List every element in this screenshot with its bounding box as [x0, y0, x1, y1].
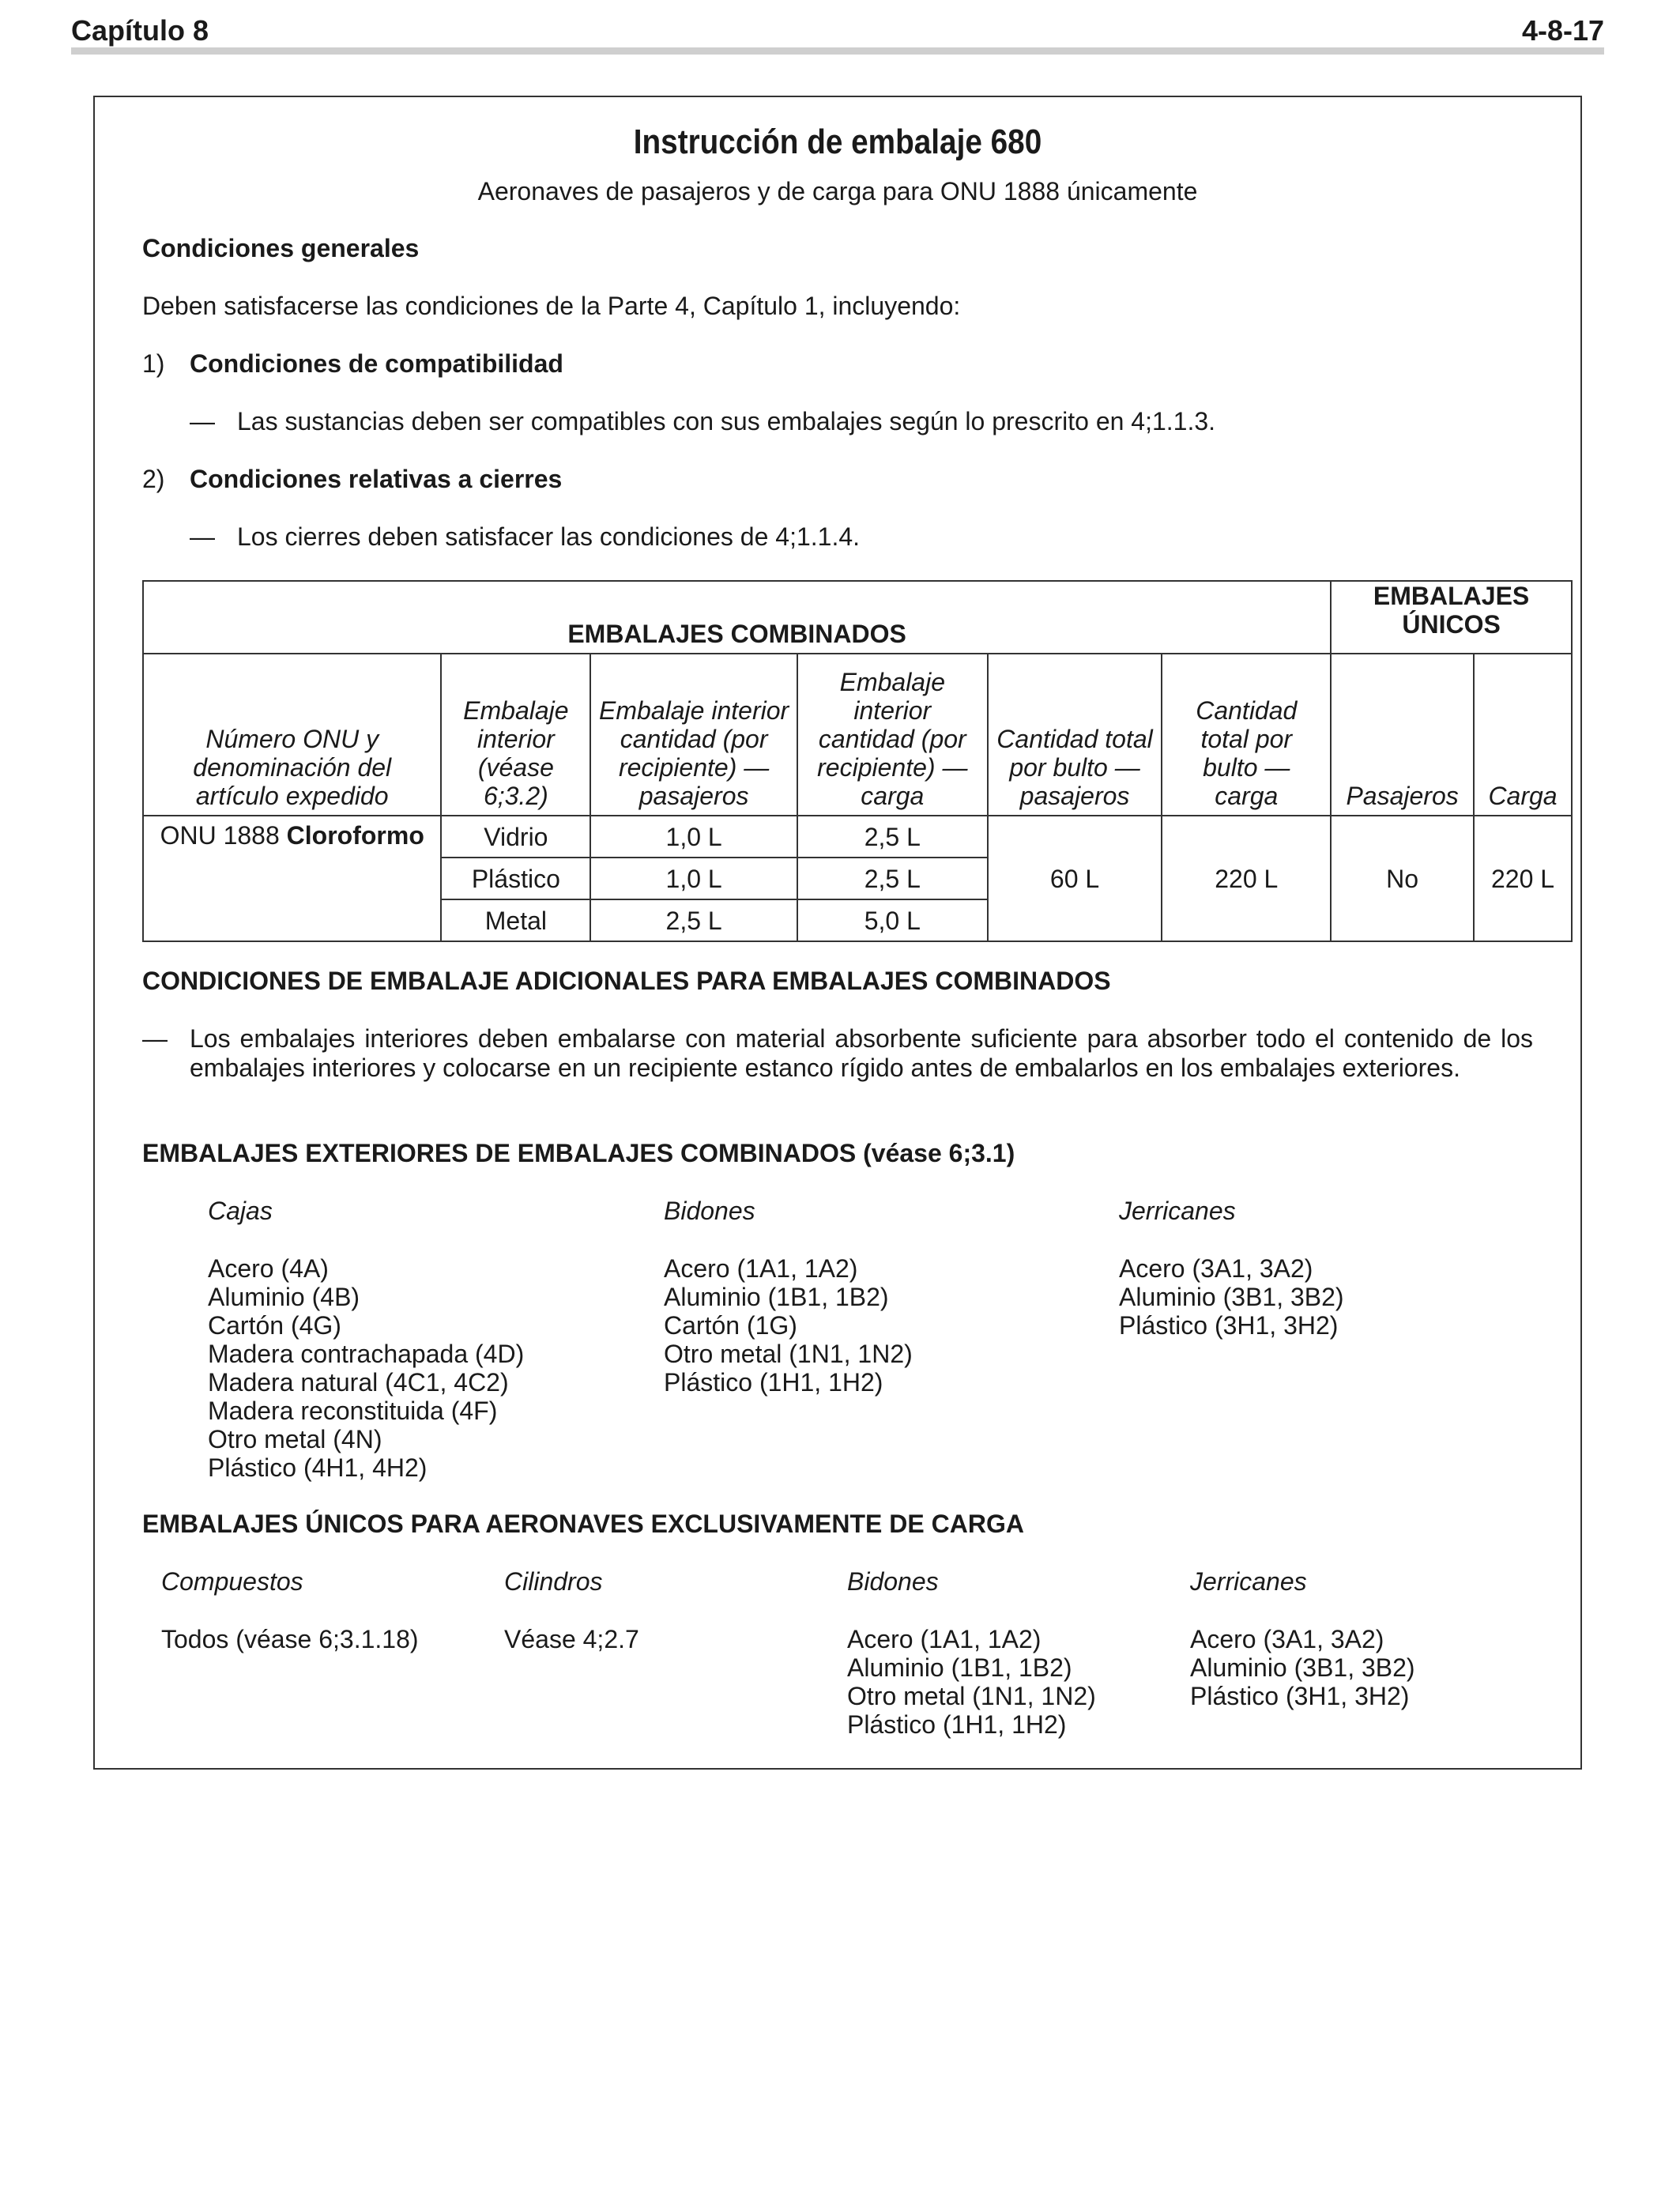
- col-header-line: artículo expedido: [195, 782, 389, 810]
- col-header-line: carga: [861, 782, 925, 810]
- additional-dash: —: [142, 1024, 168, 1053]
- substance-name: Cloroformo: [286, 821, 424, 850]
- col-header-inner-qty-cargo: [797, 654, 988, 816]
- un-number-cell: [143, 816, 441, 941]
- condition-1-number: 1): [142, 349, 165, 378]
- condition-1-detail: [190, 407, 1573, 436]
- col-header-line: Embalaje: [463, 696, 569, 725]
- list-item: Aluminio (3B1, 3B2): [1119, 1283, 1344, 1311]
- total-cargo-cell: 220 L: [1162, 816, 1331, 941]
- col-header-line: Carga: [1488, 782, 1558, 810]
- additional-conditions-item: [142, 1024, 1533, 1083]
- list-item: Madera contrachapada (4D): [208, 1340, 525, 1368]
- col-header-line: Pasajeros: [1346, 782, 1459, 810]
- col-header-total-cargo: [1162, 654, 1331, 816]
- list-item: Aluminio (1B1, 1B2): [847, 1653, 1072, 1682]
- condition-1-label: Condiciones de compatibilidad: [190, 349, 563, 378]
- single-column-cylinders: [504, 1567, 639, 1653]
- single-header-line-2: ÚNICOS: [1402, 610, 1501, 639]
- list-item: Todos (véase 6;3.1.18): [161, 1625, 419, 1653]
- single-column-composites: [161, 1567, 419, 1653]
- col-header-line: Número ONU y: [205, 725, 379, 753]
- page-subtitle: Aeronaves de pasajeros y de carga para ONU 1888 únicamente: [477, 177, 1198, 205]
- additional-text: Los embalajes interiores deben embalarse con material absorbente suficiente para absorber todo el contenido de los embalajes interiores y colocarse en un recipiente estanco rígido antes de embalarlos en los embalajes exteriores.: [190, 1024, 1533, 1082]
- col-header-line: bulto —: [1203, 753, 1290, 782]
- condition-2-detail: [190, 522, 1573, 552]
- combined-packagings-header: EMBALAJES COMBINADOS: [143, 581, 1331, 654]
- un-number: ONU 1888: [160, 821, 287, 850]
- column-title: Compuestos: [161, 1567, 303, 1596]
- packaging-table: [142, 580, 1573, 942]
- single-header-line-1: EMBALAJES: [1373, 582, 1530, 610]
- condition-1-dash: —: [190, 407, 215, 435]
- table-column-header-row: [143, 654, 1572, 816]
- list-item: Otro metal (1N1, 1N2): [664, 1340, 913, 1368]
- col-header-line: 6;3.2): [483, 782, 548, 810]
- column-title: Bidones: [847, 1567, 939, 1596]
- page-title: Instrucción de embalaje 680: [633, 123, 1042, 161]
- list-item: Plástico (3H1, 3H2): [1190, 1682, 1410, 1710]
- col-header-line: (véase: [477, 753, 554, 782]
- qty-cargo-cell: 5,0 L: [797, 899, 988, 941]
- col-header-inner-packaging: [441, 654, 590, 816]
- list-item: Plástico (1H1, 1H2): [847, 1710, 1067, 1739]
- list-item: Otro metal (1N1, 1N2): [847, 1682, 1096, 1710]
- list-item: Acero (4A): [208, 1254, 329, 1283]
- column-title: Cilindros: [504, 1567, 603, 1596]
- header-rule: [71, 47, 1604, 55]
- condition-2-dash: —: [190, 522, 215, 551]
- packaging-cell: Plástico: [441, 858, 590, 899]
- total-pax-cell: 60 L: [988, 816, 1162, 941]
- col-header-line: recipiente) —: [618, 753, 770, 782]
- page-number: 4-8-17: [1521, 14, 1604, 47]
- outer-column-boxes: [208, 1197, 524, 1482]
- col-header-single-cargo: [1474, 654, 1572, 816]
- running-header: [71, 0, 1604, 54]
- qty-cargo-cell: 2,5 L: [797, 816, 988, 858]
- qty-pax-cell: 1,0 L: [590, 858, 797, 899]
- list-item: Otro metal (4N): [208, 1425, 382, 1453]
- list-item: Aluminio (4B): [208, 1283, 360, 1311]
- list-item: Plástico (3H1, 3H2): [1119, 1311, 1339, 1340]
- col-header-un-number: [143, 654, 441, 816]
- qty-pax-cell: 2,5 L: [590, 899, 797, 941]
- col-header-total-passengers: [988, 654, 1162, 816]
- condition-2: [142, 465, 1573, 494]
- list-item: Plástico (1H1, 1H2): [664, 1368, 883, 1397]
- column-title: Cajas: [208, 1197, 273, 1225]
- col-header-line: carga: [1215, 782, 1279, 810]
- packaging-cell: Metal: [441, 899, 590, 941]
- column-title: Jerricanes: [1119, 1197, 1236, 1225]
- col-header-line: denominación del: [193, 753, 392, 782]
- col-header-line: interior: [853, 696, 932, 725]
- column-title: Jerricanes: [1190, 1567, 1307, 1596]
- column-title: Bidones: [664, 1197, 755, 1225]
- single-packagings-header: [1331, 581, 1572, 654]
- condition-1-text: Las sustancias deben ser compatibles con sus embalajes según lo prescrito en 4;1.1.3.: [237, 407, 1216, 435]
- list-item: Acero (3A1, 3A2): [1119, 1254, 1313, 1283]
- single-column-drums: [847, 1567, 1096, 1739]
- list-item: Plástico (4H1, 4H2): [208, 1453, 428, 1482]
- single-pax-cell: No: [1331, 816, 1474, 941]
- outer-packagings-heading: EMBALAJES EXTERIORES DE EMBALAJES COMBINADOS (véase 6;3.1): [142, 1139, 1015, 1167]
- col-header-line: total por: [1200, 725, 1293, 753]
- col-header-line: cantidad (por: [818, 725, 966, 753]
- col-header-line: Embalaje interior: [599, 696, 789, 725]
- col-header-inner-qty-passengers: [590, 654, 797, 816]
- condition-2-label: Condiciones relativas a cierres: [190, 465, 563, 493]
- qty-pax-cell: 1,0 L: [590, 816, 797, 858]
- col-header-line: cantidad (por: [620, 725, 768, 753]
- list-item: Madera reconstituida (4F): [208, 1397, 498, 1425]
- list-item: Cartón (1G): [664, 1311, 797, 1340]
- chapter-label: Capítulo 8: [71, 14, 209, 47]
- col-header-line: interior: [477, 725, 555, 753]
- qty-cargo-cell: 2,5 L: [797, 858, 988, 899]
- additional-conditions-heading: CONDICIONES DE EMBALAJE ADICIONALES PARA EMBALAJES COMBINADOS: [142, 967, 1111, 995]
- list-item: Véase 4;2.7: [504, 1625, 639, 1653]
- single-packagings-lists: [161, 1567, 1576, 1749]
- general-conditions-intro: Deben satisfacerse las condiciones de la Parte 4, Capítulo 1, incluyendo:: [142, 292, 961, 320]
- table-group-header-row: [143, 581, 1572, 654]
- col-header-single-passengers: [1331, 654, 1474, 816]
- outer-column-drums: [664, 1197, 913, 1397]
- col-header-line: pasajeros: [638, 782, 749, 810]
- col-header-line: Embalaje: [839, 668, 945, 696]
- col-header-line: pasajeros: [1019, 782, 1130, 810]
- col-header-line: por bulto —: [1009, 753, 1140, 782]
- col-header-line: Cantidad: [1196, 696, 1298, 725]
- condition-1: [142, 349, 1573, 379]
- list-item: Aluminio (1B1, 1B2): [664, 1283, 889, 1311]
- single-column-jerricans: [1190, 1567, 1415, 1710]
- general-conditions-heading: Condiciones generales: [142, 234, 420, 262]
- col-header-line: Cantidad total: [996, 725, 1153, 753]
- table-row: [143, 816, 1572, 858]
- outer-packagings-lists: [208, 1197, 1583, 1489]
- list-item: Acero (1A1, 1A2): [847, 1625, 1042, 1653]
- outer-column-jerricans: [1119, 1197, 1344, 1340]
- condition-2-number: 2): [142, 465, 165, 493]
- single-packagings-heading: EMBALAJES ÚNICOS PARA AERONAVES EXCLUSIVAMENTE DE CARGA: [142, 1510, 1024, 1538]
- list-item: Aluminio (3B1, 3B2): [1190, 1653, 1415, 1682]
- list-item: Acero (1A1, 1A2): [664, 1254, 858, 1283]
- list-item: Acero (3A1, 3A2): [1190, 1625, 1384, 1653]
- condition-2-text: Los cierres deben satisfacer las condiciones de 4;1.1.4.: [237, 522, 861, 551]
- list-item: Madera natural (4C1, 4C2): [208, 1368, 509, 1397]
- list-item: Cartón (4G): [208, 1311, 341, 1340]
- single-cargo-cell: 220 L: [1474, 816, 1572, 941]
- col-header-line: recipiente) —: [817, 753, 968, 782]
- packaging-cell: Vidrio: [441, 816, 590, 858]
